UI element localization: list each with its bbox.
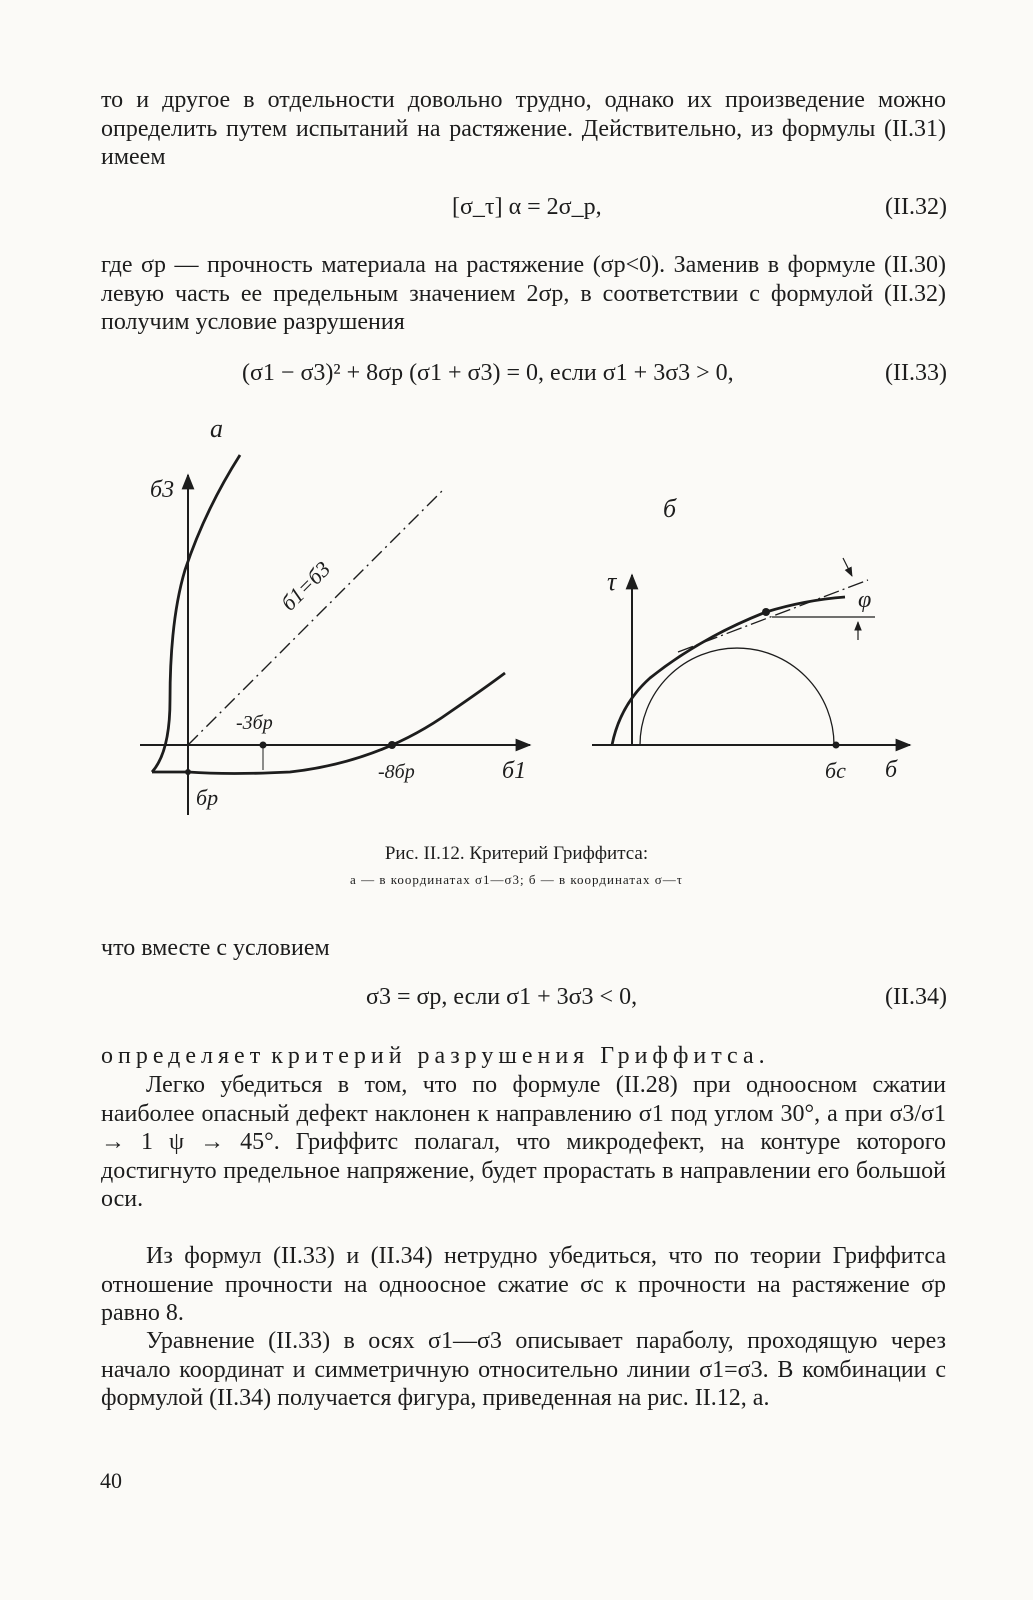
panel-a xyxy=(140,414,530,815)
equation-number-II-32: (II.32) xyxy=(885,194,947,220)
tangent-point xyxy=(762,608,770,616)
sigma1-axis-label: б1 xyxy=(502,758,527,784)
panel-a-label: а xyxy=(210,414,223,443)
point-sigma-c xyxy=(833,742,840,749)
paragraph-strength: где σp — прочность материала на растяжение (σp<0). Заменив в формуле (II.30) левую часть ее предельным значением 2σp, в соответствии с формулой (II.32) получим условие разрушения xyxy=(101,252,946,335)
bisector-line xyxy=(188,488,445,745)
tau-axis-label: τ xyxy=(607,567,617,596)
figure-caption-subtitle: а — в координатах σ1—σ3; б — в координатах σ—τ xyxy=(350,872,683,887)
tangent-line xyxy=(678,580,868,652)
panel-b xyxy=(592,494,910,783)
point-sp xyxy=(185,769,191,775)
label-sp: бp xyxy=(196,785,219,810)
equation-number-II-34: (II.34) xyxy=(885,984,947,1010)
point-3sp xyxy=(260,742,267,749)
defines-prefix: определяет xyxy=(101,1043,266,1069)
equation-II-32: [σ_τ] α = 2σ_p, xyxy=(452,194,602,220)
figure-caption-title: Рис. II.12. Критерий Гриффитса: xyxy=(384,843,649,864)
equation-II-34: σ3 = σp, если σ1 + 3σ3 < 0, xyxy=(366,984,638,1010)
griffith-envelope xyxy=(612,597,845,745)
label-3sp: -3бp xyxy=(236,712,273,734)
paragraph-defect-orientation: Легко убедиться в том, что по формуле (II.28) при одноосном сжатии наиболее опасный дефект наклонен к направлению σ1 под углом 30°, а при σ3/σ1 → 1 ψ → 45°. Гриффитс полагал, что микродефект, на контуре которого достигнуто предельное напряжение, будет прорастать в направлении его большой оси. xyxy=(101,1072,946,1212)
equation-number-II-33: (II.33) xyxy=(885,360,947,386)
sigma-axis-label: б xyxy=(885,757,898,783)
point-8sp xyxy=(388,741,396,749)
angle-arrow-top xyxy=(843,558,852,576)
parabola-lower-branch xyxy=(152,673,505,774)
sigma3-axis-label: б3 xyxy=(150,477,175,503)
griffith-criterion-term: критерий разрушения Гриффитса. xyxy=(271,1043,770,1069)
paragraph-together: что вместе с условием xyxy=(101,935,330,961)
angle-label: φ xyxy=(858,587,872,613)
paragraph-defines xyxy=(101,1042,946,1071)
label-sigma-c: бc xyxy=(825,758,846,783)
paragraph-strength-ratio: Из формул (II.33) и (II.34) нетрудно убедиться, что по теории Гриффитса отношение прочности на одноосное сжатие σc к прочности на растяжение σp равно 8. xyxy=(101,1243,946,1326)
paragraph-parabola: Уравнение (II.33) в осях σ1—σ3 описывает параболу, проходящую через начало координат и симметричную относительно линии σ1=σ3. В комбинации с формулой (II.34) получается фигура, приведенная на рис. II.12, а. xyxy=(101,1328,946,1411)
equation-II-33: (σ1 − σ3)² + 8σp (σ1 + σ3) = 0, если σ1 + 3σ3 > 0, xyxy=(242,360,734,386)
label-8sp: -8бp xyxy=(378,761,415,783)
figure-griffith-criterion xyxy=(0,400,1033,840)
page-number: 40 xyxy=(100,1468,122,1493)
bisector-label: б1=б3 xyxy=(275,556,336,616)
panel-b-label: б xyxy=(663,494,677,523)
paragraph-intro: то и другое в отдельности довольно трудно, однако их произведение можно определить путем испытаний на растяжение. Действительно, из формулы (II.31) имеем xyxy=(101,87,946,170)
